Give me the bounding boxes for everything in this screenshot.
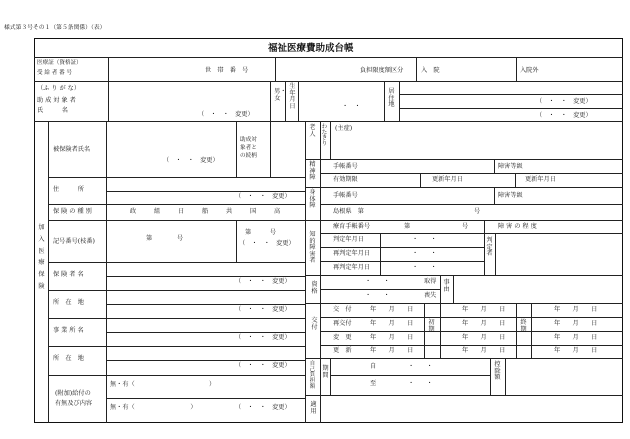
issuance-label: 交付: [311, 317, 318, 331]
mental-grade: 障害等級: [498, 163, 523, 170]
period-ymd-2: 年 月 日: [462, 334, 506, 341]
symbol-label: 記号番号(枝番): [53, 238, 95, 245]
ryoiku-go: 号: [462, 223, 469, 230]
insurance-type-label: 保 険 の 種 別: [53, 208, 92, 215]
type-3: 船: [202, 208, 209, 215]
issue-row-0: 交 付: [333, 306, 352, 313]
burden-label: 負担限度額区分: [360, 67, 404, 74]
type-5: 国: [250, 208, 257, 215]
rejudge-date-1: 再判定年月日: [333, 250, 371, 257]
judge-date: 判定年月日: [333, 236, 364, 243]
copay-from-dots: ・ ・: [408, 363, 433, 370]
insurer-name-label: 保 険 者 名: [53, 271, 84, 278]
office-name-change: （ ・ ・ 変更）: [235, 334, 291, 341]
period-label-1: 初期: [428, 319, 435, 333]
office-name-label: 事 業 所 名: [53, 327, 84, 334]
period-ymd-0: 年 月 日: [462, 306, 506, 313]
acquire-label: 取得: [424, 278, 437, 285]
furigana-label: （ふ り が な）: [37, 85, 81, 92]
cert-label-1: 医療証（資格証）: [37, 60, 82, 66]
ryoiku-no: 療育手帳番号: [333, 223, 371, 230]
benefit-change: （ ・ ・ 変更）: [235, 404, 291, 411]
end-ymd-2: 年 月 日: [554, 334, 598, 341]
type-2: 日: [178, 208, 185, 215]
family-label-3: の続柄: [240, 153, 257, 159]
insured-name-change: （ ・ ・ 変更）: [163, 157, 219, 164]
period-ymd-1: 年 月 日: [462, 320, 506, 327]
dob-label: 生年月日: [289, 83, 296, 110]
copay-to: 至: [370, 380, 377, 387]
side-label: 加入医療保険: [38, 224, 45, 290]
residence-label: 居住地: [388, 88, 395, 108]
physical-location: 島根県 第: [333, 208, 364, 215]
form-label: 様式第３号その１（第５条関係）（表）: [4, 25, 106, 31]
type-4: 共: [226, 208, 233, 215]
end-ymd-0: 年 月 日: [554, 306, 598, 313]
address-change: （ ・ ・ 変更）: [235, 193, 291, 200]
benefit-label-2: 有無及び内容: [55, 400, 93, 407]
lose-label: 喪失: [424, 292, 437, 299]
remarks-label: 適用: [310, 401, 317, 415]
elderly-main: (主症): [335, 125, 353, 132]
copay-amount: 控除額: [494, 361, 501, 381]
elderly-method: わたきり: [321, 124, 328, 148]
physical-label: 身体障: [309, 189, 316, 209]
mental-no: 手帳番号: [333, 163, 358, 170]
copay-to-dots: ・ ・: [408, 380, 433, 387]
intellectual-label: 知的障害者: [309, 231, 316, 264]
insured-name-label: 被保険者氏名: [53, 146, 91, 153]
family-label-2: 象者と: [240, 145, 257, 151]
type-0: 政: [130, 208, 137, 215]
ryoiku-dai: 第: [404, 223, 411, 230]
physical-no: 手帳番号: [333, 192, 358, 199]
issue-ymd-1: 年 月 日: [370, 320, 414, 327]
gender-label: 男・女: [274, 88, 287, 102]
qualification-label: 資格: [311, 281, 318, 295]
insurer-loc-change: （ ・ ・ 変更）: [235, 306, 291, 313]
rejudge-date-2: 再判定年月日: [333, 264, 371, 271]
family-label-1: 助成対: [240, 137, 257, 143]
benefit-option-1: 無・有（ ）: [110, 381, 216, 388]
subject-label-1: 助 成 対 象 者: [37, 97, 76, 104]
type-1: 組: [154, 208, 161, 215]
office-loc-label: 所 在 地: [53, 355, 84, 362]
office-loc-change: （ ・ ・ 変更）: [235, 362, 291, 369]
issue-ymd-3: 年 月 日: [370, 347, 414, 354]
insurer-name-change: （ ・ ・ 変更）: [235, 278, 291, 285]
residence-change-2: （ ・ ・ 変更）: [536, 112, 592, 119]
address-label: 住 所: [53, 186, 84, 193]
copay-from: 自: [370, 363, 377, 370]
rejudge-dots-2: ・ ・: [412, 264, 437, 271]
issue-ymd-2: 年 月 日: [370, 334, 414, 341]
physical-num: 号: [474, 208, 481, 215]
type-6: 高: [274, 208, 281, 215]
symbol-mid: 第 号: [146, 235, 184, 242]
issue-row-1: 再交付: [333, 320, 352, 327]
degree-label: 障 害 の 程 度: [498, 223, 537, 230]
insurer-loc-label: 所 在 地: [53, 299, 84, 306]
issue-row-3: 更 新: [333, 347, 352, 354]
household-label: 世 帯 番 号: [205, 67, 249, 74]
judge-dots: ・ ・: [412, 236, 437, 243]
outpatient-label: 入院外: [520, 67, 539, 74]
page-title: 福祉医療費助成台帳: [268, 43, 354, 54]
subject-label-2: 氏 名: [37, 107, 68, 114]
mental-label: 精神障: [309, 161, 316, 181]
period-ymd-3: 年 月 日: [462, 347, 506, 354]
symbol-right: 第 号: [245, 229, 276, 236]
physical-grade: 障害等級: [498, 192, 523, 199]
symbol-change: （ ・ ・ 変更）: [239, 240, 295, 247]
copay-label: 自己負担額: [309, 361, 316, 390]
elderly-label: 老人: [309, 124, 316, 138]
issue-ymd-0: 年 月 日: [370, 306, 414, 313]
acquire-dots: ・ ・: [365, 278, 390, 285]
mental-renewal-1: 更新年月日: [432, 176, 463, 183]
mental-renewal-2: 更新年月日: [525, 176, 556, 183]
dob-date: ・ ・: [342, 103, 361, 110]
benefit-label-1: (附加)給付の: [55, 390, 91, 397]
inpatient-label: 入 院: [421, 67, 440, 74]
copay-period: 期間: [322, 365, 329, 379]
residence-change-1: （ ・ ・ 変更）: [536, 98, 592, 105]
name-change: （ ・ ・ 変更）: [198, 111, 254, 118]
rejudge-dots-1: ・ ・: [412, 250, 437, 257]
cert-label-2: 受 給 者 番 号: [37, 70, 73, 76]
period-label-2: 終期: [520, 319, 527, 333]
issue-row-2: 変 更: [333, 334, 352, 341]
judger-label: 判定者: [486, 237, 493, 257]
reason-label: 事由: [443, 279, 450, 293]
end-ymd-3: 年 月 日: [554, 347, 598, 354]
mental-validity: 有効期限: [333, 176, 358, 183]
benefit-option-2: 無・有（ ）: [110, 404, 197, 411]
lose-dots: ・ ・: [365, 292, 390, 299]
end-ymd-1: 年 月 日: [554, 320, 598, 327]
